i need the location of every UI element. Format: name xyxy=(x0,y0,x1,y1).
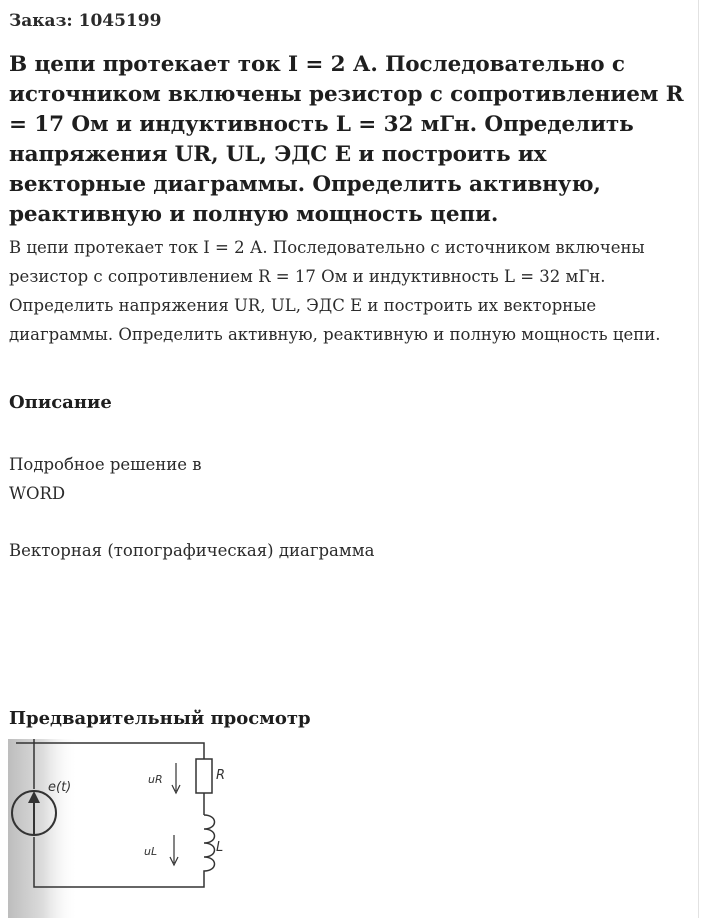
task-title: В цепи протекает ток I = 2 А. Последовательно с источником включены резистор с сопротивлением R = 17 Ом и индуктивность L = 32 мГн. Определить напряжения UR, UL, ЭДС E и построить их векторные диаграммы. Определить активную, реактивную и полную мощность цепи. xyxy=(9,52,684,227)
circuit-diagram xyxy=(8,739,283,918)
preview-heading: Предварительный просмотр xyxy=(9,708,311,729)
ul-label: uL xyxy=(144,845,158,858)
order-number: Заказ: 1045199 xyxy=(9,11,162,31)
page-right-border xyxy=(698,0,699,918)
ur-label: uR xyxy=(148,773,163,786)
circuit-preview-image xyxy=(8,739,283,918)
inductor-label: L xyxy=(216,840,224,855)
description-line-3: Векторная (топографическая) диаграмма xyxy=(9,541,375,560)
source-label: e(t) xyxy=(48,780,72,795)
resistor xyxy=(196,759,212,793)
description-heading: Описание xyxy=(9,392,112,413)
description-line-2: WORD xyxy=(9,484,66,503)
description-line-1: Подробное решение в xyxy=(9,455,202,474)
task-body: В цепи протекает ток I = 2 А. Последовательно с источником включены резистор с сопротивлением R = 17 Ом и индуктивность L = 32 мГн. Определить напряжения UR, UL, ЭДС E и построить их векторные диаграммы. Определить активную, реактивную и полную мощность цепи. xyxy=(9,238,661,344)
resistor-label: R xyxy=(216,768,226,783)
